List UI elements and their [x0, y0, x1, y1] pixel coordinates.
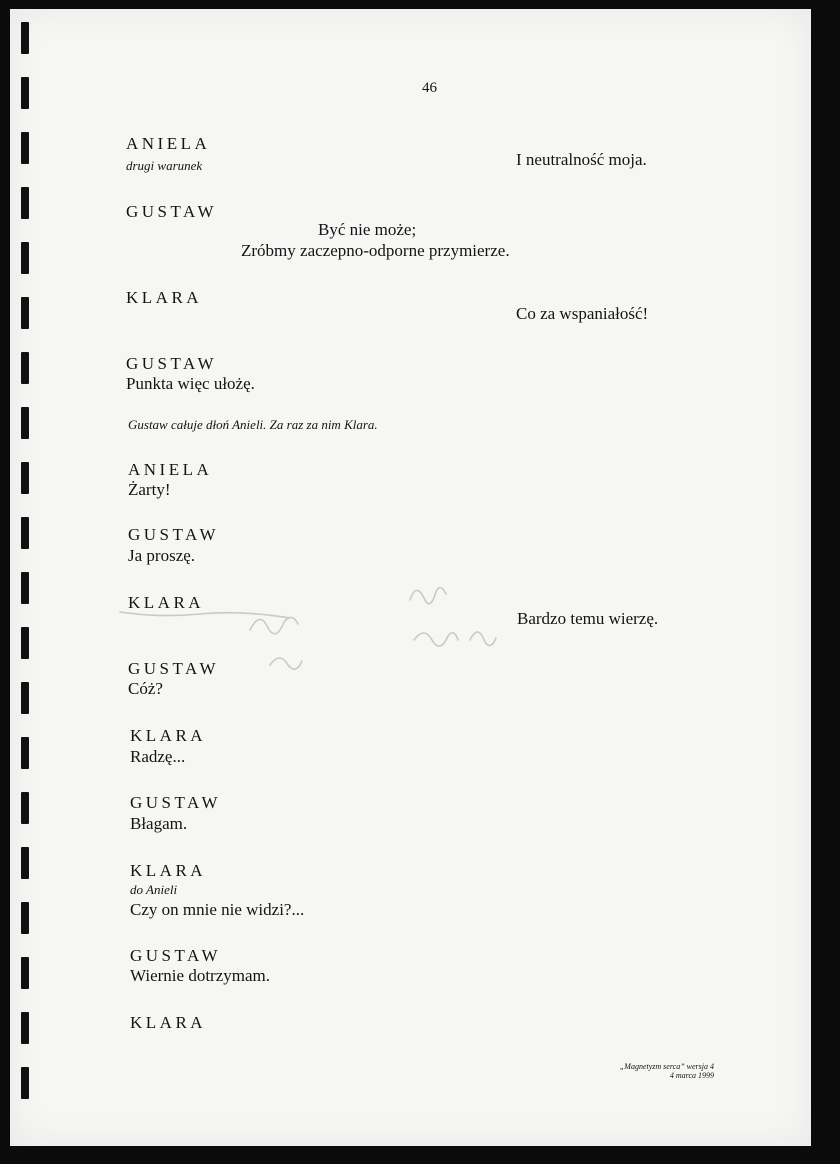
page-number: 46: [422, 80, 437, 96]
stage-direction: do Anieli: [130, 882, 178, 897]
speaker-name: KLARA: [130, 861, 207, 880]
speaker-name: GUSTAW: [126, 354, 217, 373]
speaker-name: ANIELA: [126, 134, 211, 153]
binding-hole: [21, 1067, 29, 1099]
dialogue-line: Bardzo temu wierzę.: [517, 609, 659, 628]
dialogue-line: Punkta więc ułożę.: [126, 374, 255, 393]
footer-date: 4 marca 1999: [669, 1071, 714, 1080]
speaker-name: GUSTAW: [128, 525, 219, 544]
dialogue-line: Radzę...: [130, 747, 186, 766]
stage-direction: Gustaw całuje dłoń Anieli. Za raz za nim Klara.: [128, 417, 378, 432]
speaker-name: KLARA: [130, 1013, 207, 1032]
speaker-name: ANIELA: [128, 460, 213, 479]
binding-hole: [21, 517, 29, 549]
binding-hole: [21, 572, 29, 604]
binding-hole: [21, 682, 29, 714]
binding-hole: [21, 462, 29, 494]
binding-hole: [21, 737, 29, 769]
binding-hole: [21, 902, 29, 934]
speaker-name: KLARA: [130, 726, 207, 745]
speaker-name: GUSTAW: [128, 659, 219, 678]
speaker-name: KLARA: [128, 593, 205, 612]
dialogue-line: Czy on mnie nie widzi?...: [130, 900, 305, 919]
dialogue-line: Żarty!: [128, 480, 171, 499]
speaker-name: KLARA: [126, 288, 203, 307]
speaker-name: GUSTAW: [126, 202, 217, 221]
binding-hole: [21, 187, 29, 219]
binding-hole: [21, 242, 29, 274]
binding-hole: [21, 957, 29, 989]
document-footer: [600, 1062, 714, 1080]
binding-hole: [21, 1012, 29, 1044]
binding-hole: [21, 77, 29, 109]
dialogue-line: Wiernie dotrzymam.: [130, 966, 270, 985]
dialogue-line: Ja proszę.: [128, 546, 196, 565]
binding-hole: [21, 792, 29, 824]
dialogue-line: Zróbmy zaczepno-odporne przymierze.: [241, 241, 510, 260]
dialogue-line: Być nie może;: [318, 220, 417, 239]
dialogue-line: Co za wspaniałość!: [516, 304, 649, 323]
binding-hole: [21, 22, 29, 54]
binding-hole: [21, 627, 29, 659]
speaker-name: GUSTAW: [130, 946, 221, 965]
binding-hole: [21, 132, 29, 164]
dialogue-line: Błagam.: [130, 814, 188, 833]
speaker-name: GUSTAW: [130, 793, 221, 812]
dialogue-line: I neutralność moja.: [516, 150, 647, 169]
binding-hole: [21, 847, 29, 879]
footer-title: „Magnetyzm serca” wersja 4: [619, 1062, 714, 1071]
dialogue-line: Cóż?: [128, 679, 163, 698]
binding-hole: [21, 352, 29, 384]
binding-hole: [21, 297, 29, 329]
stage-direction: drugi warunek: [126, 158, 203, 173]
binding-hole: [21, 407, 29, 439]
